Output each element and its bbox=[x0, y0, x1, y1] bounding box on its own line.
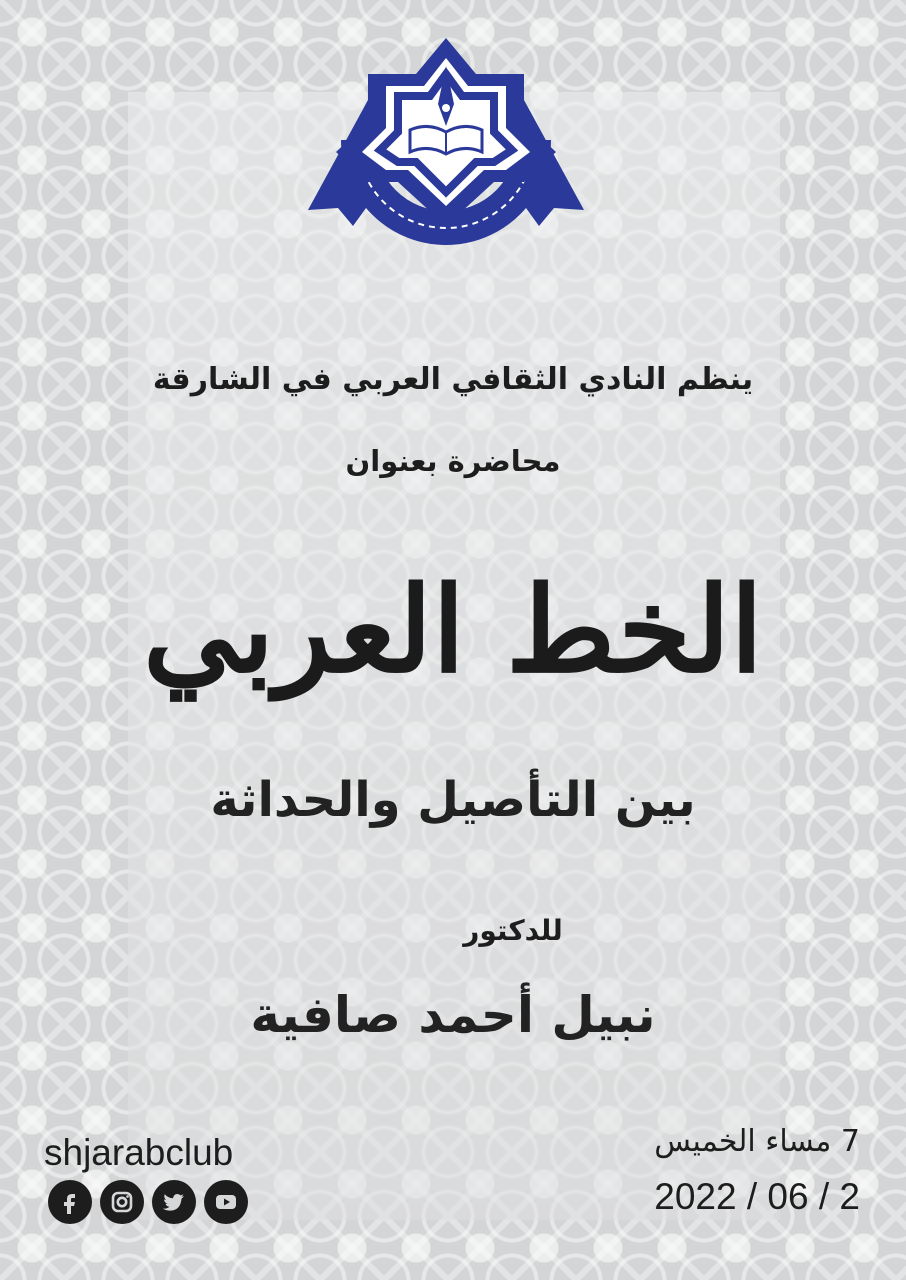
twitter-icon[interactable] bbox=[152, 1180, 196, 1224]
lecture-title: الخط العربي bbox=[143, 560, 763, 699]
organizer-line: ينظم النادي الثقافي العربي في الشارقة bbox=[152, 362, 754, 397]
club-logo bbox=[298, 30, 594, 266]
lecture-label: محاضرة بعنوان bbox=[345, 444, 561, 478]
instagram-icon[interactable] bbox=[100, 1180, 144, 1224]
social-icons bbox=[48, 1180, 248, 1224]
youtube-icon[interactable] bbox=[204, 1180, 248, 1224]
speaker-name: نبيل أحمد صافية bbox=[250, 986, 656, 1044]
speaker-prefix: للدكتور bbox=[463, 914, 563, 947]
event-time: 7 مساء الخميس bbox=[654, 1124, 860, 1159]
facebook-icon[interactable] bbox=[48, 1180, 92, 1224]
social-handle: shjarabclub bbox=[44, 1132, 234, 1173]
lecture-subtitle: بين التأصيل والحداثة bbox=[210, 772, 696, 828]
event-date: 2022 / 06 / 2 bbox=[654, 1176, 860, 1217]
